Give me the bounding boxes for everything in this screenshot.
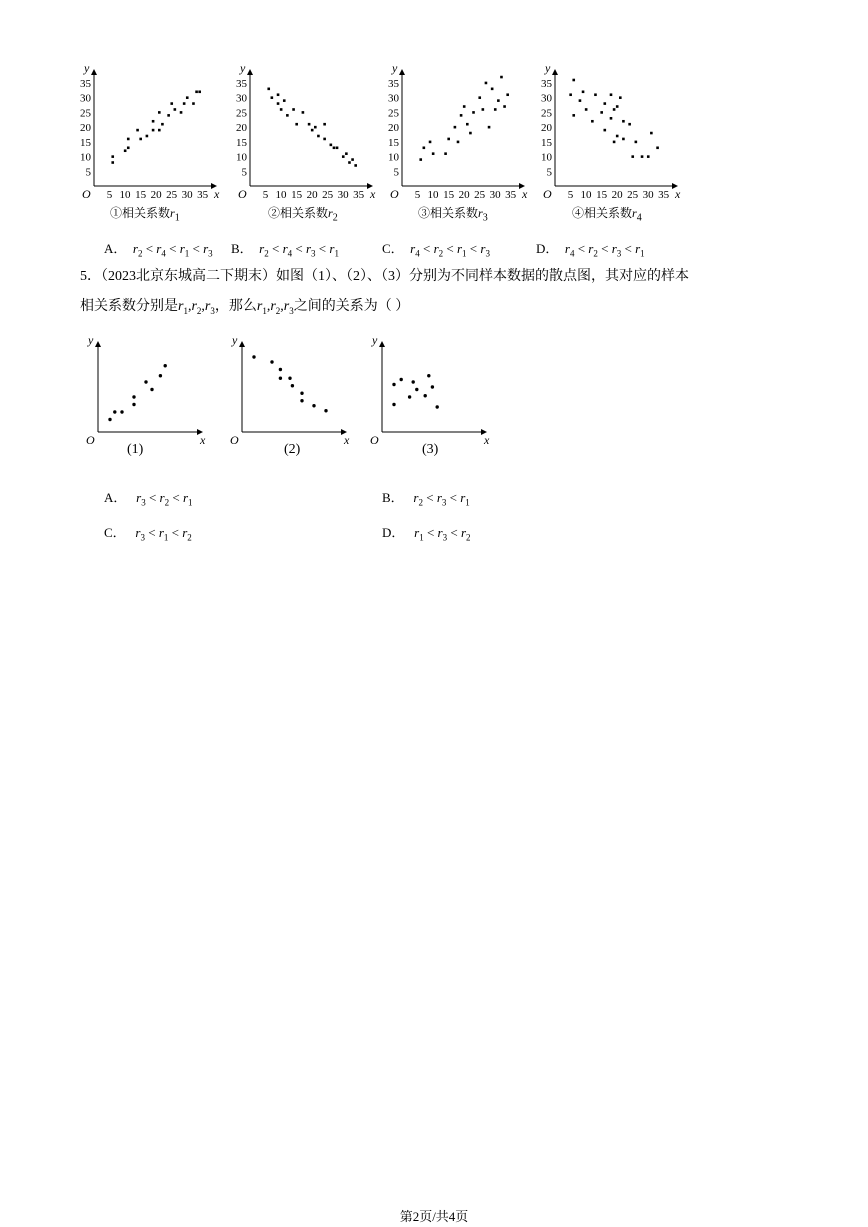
y-tick-label: 10 — [80, 151, 91, 164]
scatter-point — [429, 141, 432, 144]
scatter-point — [270, 360, 273, 363]
x-tick-label: 30 — [489, 189, 501, 201]
panel-caption-1: ①相关系数$r_1$ — [110, 206, 180, 224]
scatter-point — [400, 378, 403, 381]
scatter-point — [286, 114, 289, 117]
scatter-point — [152, 129, 155, 132]
y-tick-label: 35 — [80, 77, 91, 90]
x-axis-label: x — [370, 187, 376, 201]
scatter-point — [170, 102, 173, 105]
scatter-panel-2 — [228, 62, 378, 207]
scatter-point — [613, 108, 616, 111]
origin-label: O — [82, 187, 91, 201]
scatter-point — [466, 123, 469, 126]
scatter-point — [392, 383, 395, 386]
x-tick-label: 10 — [275, 189, 287, 201]
x-tick-label: 30 — [642, 189, 654, 201]
scatter-point — [167, 114, 170, 117]
y-tick-label: 5 — [393, 166, 399, 179]
origin-label: O — [370, 433, 379, 447]
y-tick-label: 30 — [541, 92, 552, 105]
y-tick-label: 15 — [388, 136, 399, 149]
y-tick-label: 35 — [541, 77, 552, 90]
scatter-point — [144, 380, 147, 383]
scatter-point — [127, 146, 130, 149]
panel-caption-4: ④相关系数$r_4$ — [572, 206, 642, 224]
y-tick-label: 25 — [236, 107, 247, 120]
origin-label: O — [238, 187, 247, 201]
y-axis-arrow — [91, 69, 97, 75]
x-tick-label: 20 — [150, 189, 162, 201]
scatter-point — [330, 144, 333, 147]
q5-line-2: 相关系数分别是$r_1,r_2,r_3$，那么$r_1,r_2,r_3$之间的关系为（ ） — [80, 299, 410, 316]
y-tick-label: 25 — [541, 107, 552, 120]
scatter-point — [415, 388, 418, 391]
q4-option-d[interactable]: D． $r_4 < r_2 < r_3 < r_1$ — [536, 241, 645, 259]
x-tick-label: 15 — [135, 189, 147, 201]
scatter-point — [146, 135, 149, 138]
scatter-point — [323, 138, 326, 141]
q5-option-b[interactable]: B． $r_2 < r_3 < r_1$ — [382, 490, 470, 508]
scatter-point — [603, 129, 606, 132]
scatter-point — [136, 129, 139, 132]
y-axis-arrow — [399, 69, 405, 75]
scatter-point — [582, 90, 585, 93]
scatter-point — [312, 404, 315, 407]
scatter-point — [472, 111, 475, 114]
y-tick-label: 30 — [388, 92, 399, 105]
scatter-point — [457, 141, 460, 144]
scatter-point — [494, 108, 497, 111]
scatter-point — [159, 374, 162, 377]
scatter-point — [113, 410, 116, 413]
scatter-point — [641, 155, 644, 158]
scatter-point — [351, 158, 354, 161]
y-axis-arrow — [552, 69, 558, 75]
y-axis-label: y — [545, 61, 551, 75]
q5-option-a[interactable]: A． $r_3 < r_2 < r_1$ — [104, 490, 193, 508]
x-axis-label: x — [484, 433, 490, 447]
scatter-point — [427, 374, 430, 377]
scatter-point — [635, 141, 638, 144]
x-tick-label: 30 — [337, 189, 349, 201]
scatter-point — [300, 399, 303, 402]
scatter-point — [444, 152, 447, 155]
x-tick-label: 10 — [580, 189, 592, 201]
scatter-point — [198, 90, 201, 93]
q5-figure-label-3: (3) — [422, 442, 439, 457]
scatter-point — [600, 111, 603, 114]
y-tick-label: 10 — [541, 151, 552, 164]
scatter-point — [572, 79, 575, 82]
y-tick-label: 30 — [236, 92, 247, 105]
scatter-point — [622, 138, 625, 141]
x-tick-label: 20 — [611, 189, 623, 201]
scatter-point — [572, 114, 575, 117]
x-tick-label: 10 — [119, 189, 131, 201]
scatter-point — [152, 120, 155, 123]
y-axis-label: y — [240, 61, 246, 75]
scatter-point — [291, 384, 294, 387]
scatter-point — [161, 123, 164, 126]
scatter-point — [108, 418, 111, 421]
scatter-point — [591, 120, 594, 123]
scatter-point — [288, 377, 291, 380]
scatter-point — [431, 385, 434, 388]
scatter-point — [613, 141, 616, 144]
page-footer: 第2页/共4页 — [399, 1209, 469, 1224]
scatter-point — [195, 90, 198, 93]
scatter-panel-3 — [380, 62, 530, 207]
q5-figure-label-1: (1) — [127, 442, 144, 457]
y-tick-label: 5 — [241, 166, 247, 179]
q5-scatter-3 — [360, 333, 490, 448]
x-tick-label: 15 — [443, 189, 455, 201]
scatter-point — [292, 108, 295, 111]
scatter-point — [460, 114, 463, 117]
q5-option-d[interactable]: D． $r_1 < r_3 < r_2$ — [382, 525, 471, 543]
x-axis-label: x — [200, 433, 206, 447]
y-tick-label: 25 — [80, 107, 91, 120]
y-tick-label: 10 — [388, 151, 399, 164]
x-tick-label: 35 — [658, 189, 670, 201]
scatter-point — [503, 105, 506, 108]
scatter-point — [469, 132, 472, 135]
x-tick-label: 5 — [262, 189, 269, 201]
y-tick-label: 20 — [236, 122, 247, 135]
scatter-point — [436, 405, 439, 408]
scatter-point — [283, 99, 286, 102]
x-axis-label: x — [675, 187, 681, 201]
x-tick-label: 5 — [414, 189, 421, 201]
scatter-panel-1 — [72, 62, 222, 207]
origin-label: O — [390, 187, 399, 201]
y-axis-label: y — [232, 333, 238, 347]
y-tick-label: 20 — [541, 122, 552, 135]
scatter-point — [314, 126, 317, 129]
x-tick-label: 25 — [166, 189, 178, 201]
x-tick-label: 15 — [291, 189, 303, 201]
scatter-panel-4 — [533, 62, 683, 207]
scatter-point — [610, 117, 613, 120]
q5-scatter-1 — [76, 333, 206, 448]
scatter-point — [392, 403, 395, 406]
scatter-point — [132, 395, 135, 398]
scatter-point — [424, 394, 427, 397]
scatter-point — [180, 111, 183, 114]
origin-label: O — [230, 433, 239, 447]
x-axis-label: x — [344, 433, 350, 447]
y-axis-label: y — [372, 333, 378, 347]
scatter-point — [569, 93, 572, 96]
scatter-point — [280, 108, 283, 111]
y-tick-label: 20 — [80, 122, 91, 135]
scatter-point — [594, 93, 597, 96]
y-tick-label: 15 — [541, 136, 552, 149]
scatter-point — [354, 164, 357, 167]
scatter-point — [186, 96, 189, 99]
q5-line-1: 5．（2023北京东城高二下期末）如图（1）、（2）、（3）分别为不同样本数据的散点图，其对应的样本 — [80, 269, 689, 284]
y-axis-label: y — [88, 333, 94, 347]
q4-option-b[interactable]: B． $r_2 < r_4 < r_3 < r_1$ — [231, 241, 339, 259]
scatter-point — [323, 123, 326, 126]
scatter-point — [111, 161, 114, 164]
scatter-point — [132, 403, 135, 406]
scatter-point — [158, 111, 161, 114]
scatter-point — [585, 108, 588, 111]
x-tick-label: 15 — [596, 189, 608, 201]
x-axis-label: x — [214, 187, 220, 201]
scatter-point — [279, 377, 282, 380]
scatter-point — [277, 102, 280, 105]
scatter-point — [158, 129, 161, 132]
scatter-point — [447, 138, 450, 141]
y-tick-label: 30 — [80, 92, 91, 105]
scatter-point — [127, 138, 130, 141]
x-tick-label: 5 — [106, 189, 113, 201]
scatter-point — [300, 392, 303, 395]
scatter-point — [631, 155, 634, 158]
scatter-point — [423, 146, 426, 149]
scatter-point — [345, 152, 348, 155]
q5-figure-label-2: (2) — [284, 442, 301, 457]
scatter-point — [164, 364, 167, 367]
scatter-point — [506, 93, 509, 96]
scatter-point — [628, 123, 631, 126]
origin-label: O — [86, 433, 95, 447]
scatter-point — [336, 146, 339, 149]
scatter-point — [485, 82, 488, 85]
scatter-point — [150, 388, 153, 391]
scatter-point — [491, 88, 494, 91]
scatter-point — [192, 102, 195, 105]
y-tick-label: 5 — [546, 166, 552, 179]
y-axis-label: y — [84, 61, 90, 75]
scatter-point — [348, 161, 351, 164]
y-axis-arrow — [95, 341, 101, 347]
q5-stem — [80, 262, 800, 326]
scatter-point — [622, 120, 625, 123]
scatter-point — [454, 126, 457, 129]
scatter-point — [579, 99, 582, 102]
origin-label: O — [543, 187, 552, 201]
scatter-point — [271, 96, 274, 99]
scatter-point — [432, 152, 435, 155]
q5-option-c[interactable]: C． $r_3 < r_1 < r_2$ — [104, 525, 192, 543]
scatter-point — [342, 155, 345, 158]
x-tick-label: 25 — [474, 189, 486, 201]
scatter-point — [317, 135, 320, 138]
scatter-point — [482, 108, 485, 111]
x-tick-label: 20 — [458, 189, 470, 201]
scatter-point — [124, 149, 127, 152]
y-axis-arrow — [239, 341, 245, 347]
x-tick-label: 20 — [306, 189, 318, 201]
scatter-point — [333, 146, 336, 149]
scatter-point — [619, 96, 622, 99]
scatter-point — [308, 123, 311, 126]
y-tick-label: 25 — [388, 107, 399, 120]
x-tick-label: 25 — [322, 189, 334, 201]
x-tick-label: 35 — [197, 189, 209, 201]
y-tick-label: 15 — [80, 136, 91, 149]
q5-scatter-2 — [220, 333, 350, 448]
x-tick-label: 25 — [627, 189, 639, 201]
scatter-point — [408, 395, 411, 398]
y-axis-arrow — [379, 341, 385, 347]
scatter-point — [267, 88, 270, 91]
q4-option-c[interactable]: C． $r_4 < r_2 < r_1 < r_3$ — [382, 241, 490, 259]
scatter-point — [656, 146, 659, 149]
x-tick-label: 35 — [505, 189, 517, 201]
scatter-point — [488, 126, 491, 129]
panel-caption-3: ③相关系数$r_3$ — [418, 206, 488, 224]
scatter-point — [139, 138, 142, 141]
scatter-point — [277, 93, 280, 96]
y-tick-label: 20 — [388, 122, 399, 135]
y-axis-arrow — [247, 69, 253, 75]
y-tick-label: 5 — [85, 166, 91, 179]
scatter-point — [252, 355, 255, 358]
y-tick-label: 10 — [236, 151, 247, 164]
scatter-point — [647, 155, 650, 158]
scatter-point — [603, 102, 606, 105]
scatter-point — [419, 158, 422, 161]
y-tick-label: 35 — [388, 77, 399, 90]
q4-option-a[interactable]: A． $r_2 < r_4 < r_1 < r_3$ — [104, 241, 213, 259]
scatter-point — [616, 135, 619, 138]
scatter-point — [311, 129, 314, 132]
scatter-point — [324, 409, 327, 412]
panel-caption-2: ②相关系数$r_2$ — [268, 206, 338, 224]
y-tick-label: 35 — [236, 77, 247, 90]
x-tick-label: 5 — [567, 189, 574, 201]
x-axis-label: x — [522, 187, 528, 201]
scatter-point — [120, 410, 123, 413]
scatter-point — [295, 123, 298, 126]
scatter-point — [500, 76, 503, 79]
x-tick-label: 35 — [353, 189, 365, 201]
scatter-point — [463, 105, 466, 108]
scatter-point — [616, 105, 619, 108]
scatter-point — [111, 155, 114, 158]
scatter-point — [497, 99, 500, 102]
scatter-point — [412, 380, 415, 383]
x-tick-label: 30 — [181, 189, 193, 201]
y-axis-label: y — [392, 61, 398, 75]
scatter-point — [650, 132, 653, 135]
scatter-point — [302, 111, 305, 114]
scatter-point — [174, 108, 177, 111]
scatter-point — [183, 102, 186, 105]
scatter-point — [279, 368, 282, 371]
scatter-point — [610, 93, 613, 96]
x-tick-label: 10 — [427, 189, 439, 201]
y-tick-label: 15 — [236, 136, 247, 149]
scatter-point — [478, 96, 481, 99]
